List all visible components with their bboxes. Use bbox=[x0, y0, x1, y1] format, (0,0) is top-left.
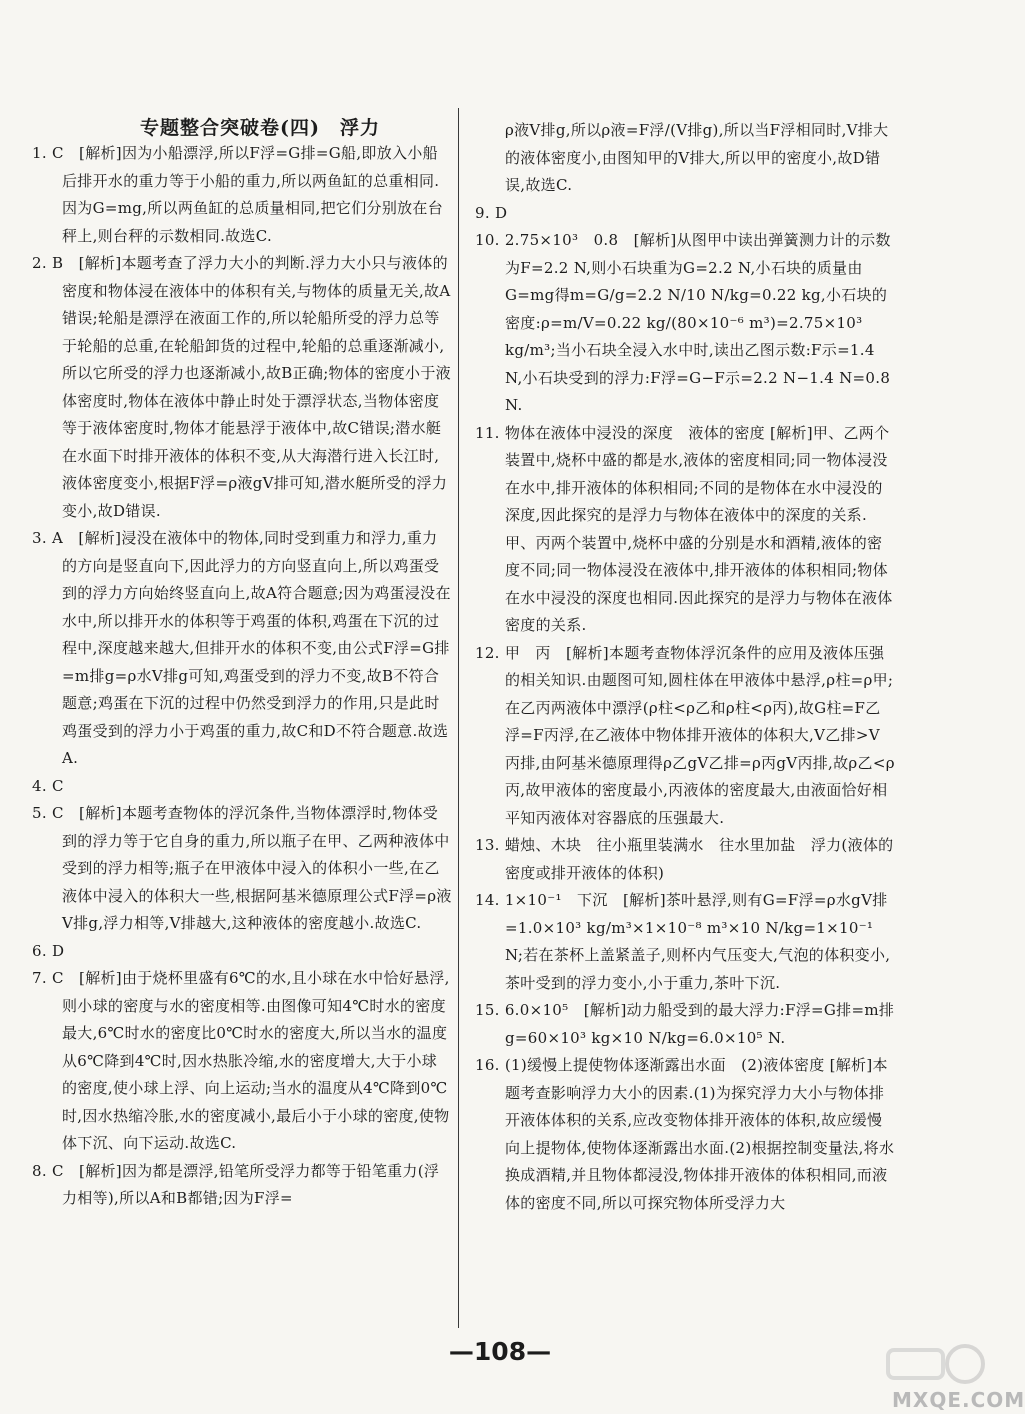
answer-item: 11. 物体在液体中浸没的深度 液体的密度 [解析]甲、乙两个装置中,烧杯中盛的都是水,液体的密度相同;同一物体浸没在水中,排开液体的体积相同;不同的是物体在水中浸没的深度,因此探究的是浮力与物体在液体中的深度的关系.甲、丙两个装置中,烧杯中盛的分别是水和酒精,液体的密度不同;同一物体浸没在液体中,排开液体的体积相同;物体在水中浸没的深度也相同.因此探究的是浮力与物体在液体密度的关系. bbox=[475, 423, 893, 634]
answer-item: 14. 1×10⁻¹ 下沉 [解析]茶叶悬浮,则有G=F浮=ρ水gV排=1.0×10³ kg/m³×1×10⁻⁸ m³×10 N/kg=1×10⁻¹ N;若在茶杯上盖紧盖子,则杯内气压变大,气泡的体积变小,茶叶受到的浮力变小,小于重力,茶叶下沉. bbox=[475, 891, 891, 992]
answer-item: 12. 甲 丙 [解析]本题考查物体浮沉条件的应用及液体压强的相关知识.由题图可知,圆柱体在甲液体中悬浮,ρ柱=ρ甲;在乙丙两液体中漂浮(ρ柱<ρ乙和ρ柱<ρ丙),故G柱=F乙浮=F丙浮,在乙液体中物体排开液体的体积大,V乙排>V丙排,由阿基米德原理得ρ乙gV乙排=ρ丙gV丙排,故ρ乙<ρ丙,故甲液体的密度最小,丙液体的密度最大,由液面恰好相平知丙液体对容器底的压强最大. bbox=[475, 643, 895, 827]
column-divider bbox=[458, 108, 459, 1328]
right-column bbox=[475, 117, 895, 1217]
page-title: 专题整合突破卷(四) 浮力 bbox=[140, 117, 380, 139]
answer-item: 10. 2.75×10³ 0.8 [解析]从图甲中读出弹簧测力计的示数为F=2.2 N,则小石块重为G=2.2 N,小石块的质量由G=mg得m=G/g=2.2 N/10 N/kg=0.22 kg,小石块的密度:ρ=m/V=0.22 kg/(80×10⁻⁶ m³)=2.75×10³ kg/m³;当小石块全浸入水中时,读出乙图示数:F示=1.4 N,小石块受到的浮力:F浮=G−F示=2.2 N−1.4 N=0.8 N. bbox=[475, 231, 891, 414]
answer-item: 5. C [解析]本题考查物体的浮沉条件,当物体漂浮时,物体受到的浮力等于它自身的重力,所以瓶子在甲、乙两种液体中受到的浮力相等;瓶子在甲液体中浸入的体积小一些,在乙液体中浸入的体积大一些,根据阿基米德原理公式F浮=ρ液V排g,浮力相等,V排越大,这种液体的密度越小.故选C. bbox=[32, 804, 452, 932]
answer-item: 7. C [解析]由于烧杯里盛有6℃的水,且小球在水中恰好悬浮,则小球的密度与水的密度相等.由图像可知4℃时水的密度最大,6℃时水的密度比0℃时水的密度大,所以当水的温度从6℃降到4℃时,因水热胀冷缩,水的密度增大,大于小球的密度,使小球上浮、向上运动;当水的温度从4℃降到0℃时,因水热缩冷胀,水的密度减小,最后小于小球的密度,使物体下沉、向下运动.故选C. bbox=[32, 969, 450, 1152]
answer-item: 4. C bbox=[32, 776, 64, 795]
page-number: —108— bbox=[448, 1337, 552, 1366]
watermark-text: MXQE.COM bbox=[892, 1388, 1025, 1412]
answer-item: 13. 蜡烛、木块 往小瓶里装满水 往水里加盐 浮力(液体的密度或排开液体的体积) bbox=[475, 836, 894, 882]
answer-item: 6. D bbox=[32, 941, 65, 960]
answer-item: 3. A [解析]浸没在液体中的物体,同时受到重力和浮力,重力的方向是竖直向下,因此浮力的方向竖直向上,所以鸡蛋受到的浮力方向始终竖直向上,故A符合题意;因为鸡蛋浸没在水中,所以排开水的体积等于鸡蛋的体积,鸡蛋在下沉的过程中,深度越来越大,但排开水的体积不变,由公式F浮=G排=m排g=ρ水V排g可知,鸡蛋受到的浮力不变,故B不符合题意;鸡蛋在下沉的过程中仍然受到浮力的作用,只是此时鸡蛋受到的浮力小于鸡蛋的重力,故C和D不符合题意.故选A. bbox=[32, 529, 451, 767]
answer-item: 8. C [解析]因为都是漂浮,铅笔所受浮力都等于铅笔重力(浮力相等),所以A和B都错;因为F浮= bbox=[32, 1161, 440, 1207]
answer-item: 15. 6.0×10⁵ [解析]动力船受到的最大浮力:F浮=G排=m排g=60×10³ kg×10 N/kg=6.0×10⁵ N. bbox=[475, 1001, 895, 1047]
answer-item: 16. (1)缓慢上提使物体逐渐露出水面 (2)液体密度 [解析]本题考查影响浮力大小的因素.(1)为探究浮力大小与物体排开液体体积的关系,应改变物体排开液体的体积,故应缓慢向上提物体,使物体逐渐露出水面.(2)根据控制变量法,将水换成酒精,并且物体都浸没,物体排开液体的体积相同,而液体的密度不同,所以可探究物体所受浮力大 bbox=[475, 1056, 895, 1212]
answer-item: 9. D bbox=[475, 203, 508, 222]
left-column bbox=[32, 140, 452, 1213]
answer-item: 2. B [解析]本题考查了浮力大小的判断.浮力大小只与液体的密度和物体浸在液体中的体积有关,与物体的质量无关,故A错误;轮船是漂浮在液面工作的,所以轮船所受的浮力总等于轮船的总重,在轮船卸货的过程中,轮船的总重逐渐减小,所以它所受的浮力也逐渐减小,故B正确;物体的密度小于液体密度时,物体在液体中静止时处于漂浮状态,当物体密度等于液体密度时,物体才能悬浮于液体中,故C错误;潜水艇在水面下时排开液体的体积不变,从大海潜行进入长江时,液体密度变小,根据F浮=ρ液gV排可知,潜水艇所受的浮力变小,故D错误. bbox=[32, 254, 451, 520]
answer-item-continued: ρ液V排g,所以ρ液=F浮/(V排g),所以当F浮相同时,V排大的液体密度小,由图知甲的V排大,所以甲的密度小,故D错误,故选C. bbox=[505, 121, 889, 194]
answer-item: 1. C [解析]因为小船漂浮,所以F浮=G排=G船,即放入小船后排开水的重力等于小船的重力,所以两鱼缸的总重相同.因为G=mg,所以两鱼缸的总质量相同,把它们分别放在台秤上,则台秤的示数相同.故选C. bbox=[32, 144, 444, 245]
